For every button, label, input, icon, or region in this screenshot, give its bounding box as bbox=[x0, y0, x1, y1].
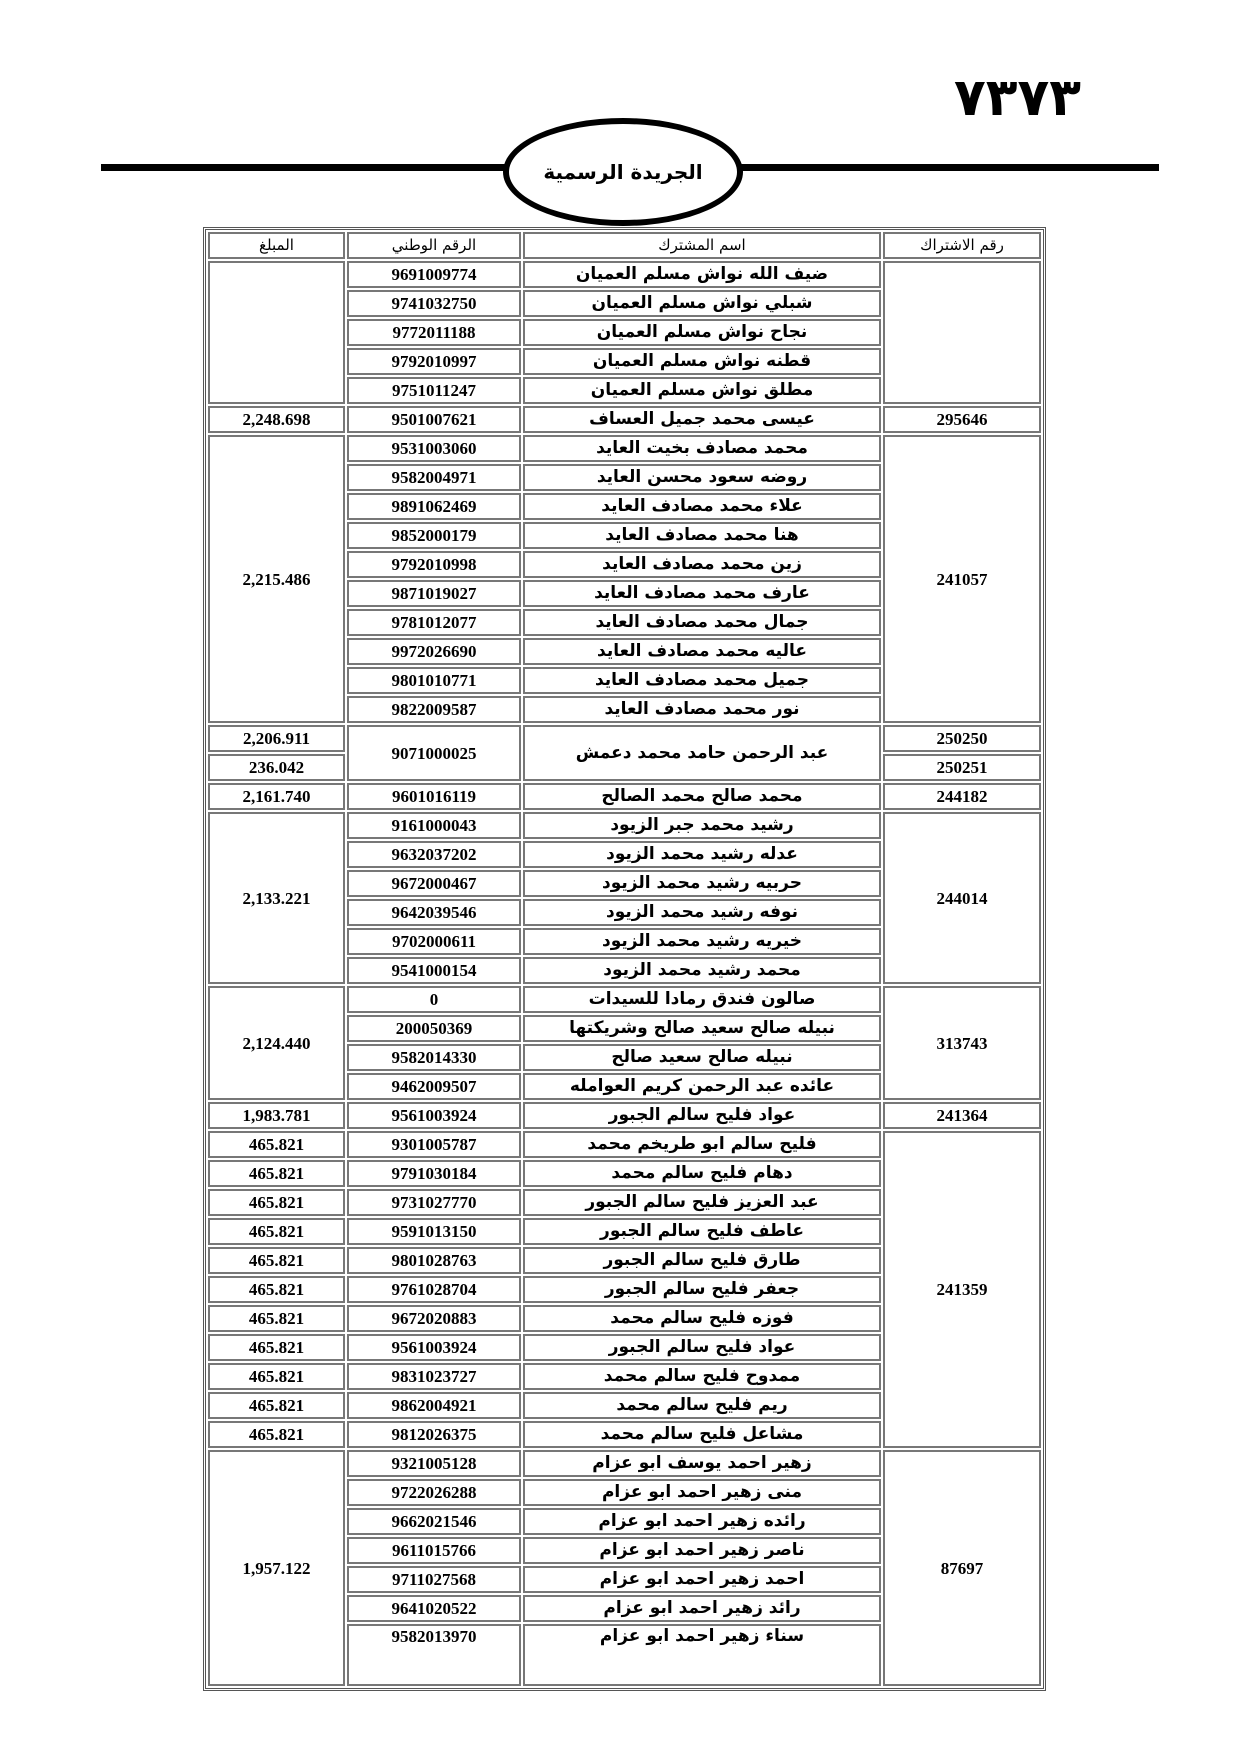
subscription-number: 295646 bbox=[883, 406, 1041, 433]
national-id: 9972026690 bbox=[347, 638, 521, 665]
subscriber-name: رشيد محمد جبر الزيود bbox=[523, 812, 881, 839]
column-header-subscription: رقم الاشتراك bbox=[883, 232, 1041, 259]
subscriber-name: محمد مصادف بخيت العايد bbox=[523, 435, 881, 462]
national-id: 9582014330 bbox=[347, 1044, 521, 1071]
subscription-number: 244014 bbox=[883, 812, 1041, 984]
subscriber-name: جمال محمد مصادف العايد bbox=[523, 609, 881, 636]
table-row bbox=[208, 725, 1041, 752]
subscription-number: 250251 bbox=[883, 754, 1041, 781]
national-id: 9711027568 bbox=[347, 1566, 521, 1593]
national-id: 9641020522 bbox=[347, 1595, 521, 1622]
subscriber-name: جميل محمد مصادف العايد bbox=[523, 667, 881, 694]
subscriber-name: دهام فليح سالم محمد bbox=[523, 1160, 881, 1187]
amount: 236.042 bbox=[208, 754, 345, 781]
gazette-title-oval bbox=[503, 118, 743, 226]
national-id: 9792010997 bbox=[347, 348, 521, 375]
national-id: 9772011188 bbox=[347, 319, 521, 346]
table-row bbox=[208, 406, 1041, 433]
subscriber-name: رائد زهير احمد ابو عزام bbox=[523, 1595, 881, 1622]
table-row bbox=[208, 812, 1041, 839]
subscriber-name: عبد الرحمن حامد محمد دعمش bbox=[523, 725, 881, 781]
subscriber-name: هنا محمد مصادف العايد bbox=[523, 522, 881, 549]
amount: 2,206.911 bbox=[208, 725, 345, 752]
subscriber-name: علاء محمد مصادف العايد bbox=[523, 493, 881, 520]
amount: 465.821 bbox=[208, 1421, 345, 1448]
amount: 465.821 bbox=[208, 1392, 345, 1419]
amount: 465.821 bbox=[208, 1276, 345, 1303]
amount: 1,983.781 bbox=[208, 1102, 345, 1129]
subscriber-name: فليح سالم ابو طريخم محمد bbox=[523, 1131, 881, 1158]
amount: 465.821 bbox=[208, 1160, 345, 1187]
amount: 465.821 bbox=[208, 1363, 345, 1390]
national-id: 9741032750 bbox=[347, 290, 521, 317]
subscription-number: 87697 bbox=[883, 1450, 1041, 1686]
amount: 2,133.221 bbox=[208, 812, 345, 984]
subscriber-name: حربيه رشيد محمد الزيود bbox=[523, 870, 881, 897]
national-id: 9691009774 bbox=[347, 261, 521, 288]
national-id: 9891062469 bbox=[347, 493, 521, 520]
national-id: 9781012077 bbox=[347, 609, 521, 636]
subscription-number: 241359 bbox=[883, 1131, 1041, 1448]
subscriber-name: نور محمد مصادف العايد bbox=[523, 696, 881, 723]
subscription-number: 244182 bbox=[883, 783, 1041, 810]
amount: 465.821 bbox=[208, 1189, 345, 1216]
national-id: 9541000154 bbox=[347, 957, 521, 984]
subscriber-name: عاليه محمد مصادف العايد bbox=[523, 638, 881, 665]
subscriber-name: نوفه رشيد محمد الزيود bbox=[523, 899, 881, 926]
national-id: 9642039546 bbox=[347, 899, 521, 926]
national-id: 9702000611 bbox=[347, 928, 521, 955]
amount: 1,957.122 bbox=[208, 1450, 345, 1686]
national-id: 0 bbox=[347, 986, 521, 1013]
national-id: 9792010998 bbox=[347, 551, 521, 578]
national-id: 200050369 bbox=[347, 1015, 521, 1042]
subscriber-name: نجاح نواش مسلم العميان bbox=[523, 319, 881, 346]
table-row bbox=[208, 261, 1041, 288]
national-id: 9852000179 bbox=[347, 522, 521, 549]
national-id: 9462009507 bbox=[347, 1073, 521, 1100]
subscriber-name: جعفر فليح سالم الجبور bbox=[523, 1276, 881, 1303]
national-id: 9862004921 bbox=[347, 1392, 521, 1419]
national-id: 9662021546 bbox=[347, 1508, 521, 1535]
subscriber-name: سناء زهير احمد ابو عزام bbox=[523, 1624, 881, 1686]
amount: 2,124.440 bbox=[208, 986, 345, 1100]
subscriber-name: مشاعل فليح سالم محمد bbox=[523, 1421, 881, 1448]
subscriber-name: عواد فليح سالم الجبور bbox=[523, 1334, 881, 1361]
amount: 465.821 bbox=[208, 1218, 345, 1245]
subscriber-name: ضيف الله نواش مسلم العميان bbox=[523, 261, 881, 288]
subscriber-name: قطنه نواش مسلم العميان bbox=[523, 348, 881, 375]
page-number: ٧٣٧٣ bbox=[954, 68, 1081, 128]
national-id: 9761028704 bbox=[347, 1276, 521, 1303]
subscriber-name: رائده زهير احمد ابو عزام bbox=[523, 1508, 881, 1535]
national-id: 9501007621 bbox=[347, 406, 521, 433]
subscriber-name: عيسى محمد جميل العساف bbox=[523, 406, 881, 433]
subscriber-name: طارق فليح سالم الجبور bbox=[523, 1247, 881, 1274]
subscriber-name: عائده عبد الرحمن كريم العوامله bbox=[523, 1073, 881, 1100]
national-id: 9672000467 bbox=[347, 870, 521, 897]
national-id: 9161000043 bbox=[347, 812, 521, 839]
table-row bbox=[208, 435, 1041, 462]
subscriber-name: عواد فليح سالم الجبور bbox=[523, 1102, 881, 1129]
national-id: 9722026288 bbox=[347, 1479, 521, 1506]
table-row bbox=[208, 1131, 1041, 1158]
national-id: 9071000025 bbox=[347, 725, 521, 781]
subscriber-name: فوزه فليح سالم محمد bbox=[523, 1305, 881, 1332]
subscriber-name: محمد رشيد محمد الزيود bbox=[523, 957, 881, 984]
subscriber-name: محمد صالح محمد الصالح bbox=[523, 783, 881, 810]
subscription-number: 313743 bbox=[883, 986, 1041, 1100]
subscriber-name: عاطف فليح سالم الجبور bbox=[523, 1218, 881, 1245]
table-row bbox=[208, 986, 1041, 1013]
column-header-amount: المبلغ bbox=[208, 232, 345, 259]
table-body bbox=[208, 261, 1041, 1686]
subscriber-name: شبلي نواش مسلم العميان bbox=[523, 290, 881, 317]
national-id: 9582013970 bbox=[347, 1624, 521, 1686]
subscriber-name: عارف محمد مصادف العايد bbox=[523, 580, 881, 607]
national-id: 9791030184 bbox=[347, 1160, 521, 1187]
subscriber-name: نبيله صالح سعيد صالح bbox=[523, 1044, 881, 1071]
subscriber-name: عبد العزيز فليح سالم الجبور bbox=[523, 1189, 881, 1216]
table-row bbox=[208, 1102, 1041, 1129]
subscriber-name: زهير احمد يوسف ابو عزام bbox=[523, 1450, 881, 1477]
national-id: 9321005128 bbox=[347, 1450, 521, 1477]
national-id: 9582004971 bbox=[347, 464, 521, 491]
national-id: 9531003060 bbox=[347, 435, 521, 462]
national-id: 9611015766 bbox=[347, 1537, 521, 1564]
subscribers-table bbox=[203, 227, 1046, 1691]
subscriber-name: روضه سعود محسن العايد bbox=[523, 464, 881, 491]
national-id: 9801010771 bbox=[347, 667, 521, 694]
national-id: 9601016119 bbox=[347, 783, 521, 810]
national-id: 9751011247 bbox=[347, 377, 521, 404]
amount: 2,248.698 bbox=[208, 406, 345, 433]
subscriber-name: خيريه رشيد محمد الزيود bbox=[523, 928, 881, 955]
gazette-title: الجريدة الرسمية bbox=[543, 160, 703, 184]
amount: 2,161.740 bbox=[208, 783, 345, 810]
national-id: 9812026375 bbox=[347, 1421, 521, 1448]
national-id: 9561003924 bbox=[347, 1334, 521, 1361]
amount bbox=[208, 261, 345, 404]
subscriber-name: احمد زهير احمد ابو عزام bbox=[523, 1566, 881, 1593]
national-id: 9822009587 bbox=[347, 696, 521, 723]
national-id: 9632037202 bbox=[347, 841, 521, 868]
national-id: 9561003924 bbox=[347, 1102, 521, 1129]
table-row bbox=[208, 783, 1041, 810]
national-id: 9591013150 bbox=[347, 1218, 521, 1245]
subscriber-name: صالون فندق رمادا للسيدات bbox=[523, 986, 881, 1013]
amount: 465.821 bbox=[208, 1131, 345, 1158]
subscription-number: 241364 bbox=[883, 1102, 1041, 1129]
subscription-number: 241057 bbox=[883, 435, 1041, 723]
table-row bbox=[208, 1450, 1041, 1477]
subscriber-name: مطلق نواش مسلم العميان bbox=[523, 377, 881, 404]
subscriber-name: منى زهير احمد ابو عزام bbox=[523, 1479, 881, 1506]
subscriber-name: ناصر زهير احمد ابو عزام bbox=[523, 1537, 881, 1564]
column-header-national-id: الرقم الوطني bbox=[347, 232, 521, 259]
table-header-row bbox=[208, 232, 1041, 259]
subscriber-name: زين محمد مصادف العايد bbox=[523, 551, 881, 578]
national-id: 9831023727 bbox=[347, 1363, 521, 1390]
subscriber-name: عدله رشيد محمد الزيود bbox=[523, 841, 881, 868]
national-id: 9871019027 bbox=[347, 580, 521, 607]
amount: 2,215.486 bbox=[208, 435, 345, 723]
national-id: 9301005787 bbox=[347, 1131, 521, 1158]
amount: 465.821 bbox=[208, 1305, 345, 1332]
subscription-number: 250250 bbox=[883, 725, 1041, 752]
subscriber-name: نبيله صالح سعيد صالح وشريكتها bbox=[523, 1015, 881, 1042]
national-id: 9801028763 bbox=[347, 1247, 521, 1274]
column-header-name: اسم المشترك bbox=[523, 232, 881, 259]
national-id: 9672020883 bbox=[347, 1305, 521, 1332]
amount: 465.821 bbox=[208, 1334, 345, 1361]
national-id: 9731027770 bbox=[347, 1189, 521, 1216]
amount: 465.821 bbox=[208, 1247, 345, 1274]
subscriber-name: ممدوح فليح سالم محمد bbox=[523, 1363, 881, 1390]
subscription-number bbox=[883, 261, 1041, 404]
subscriber-name: ريم فليح سالم محمد bbox=[523, 1392, 881, 1419]
